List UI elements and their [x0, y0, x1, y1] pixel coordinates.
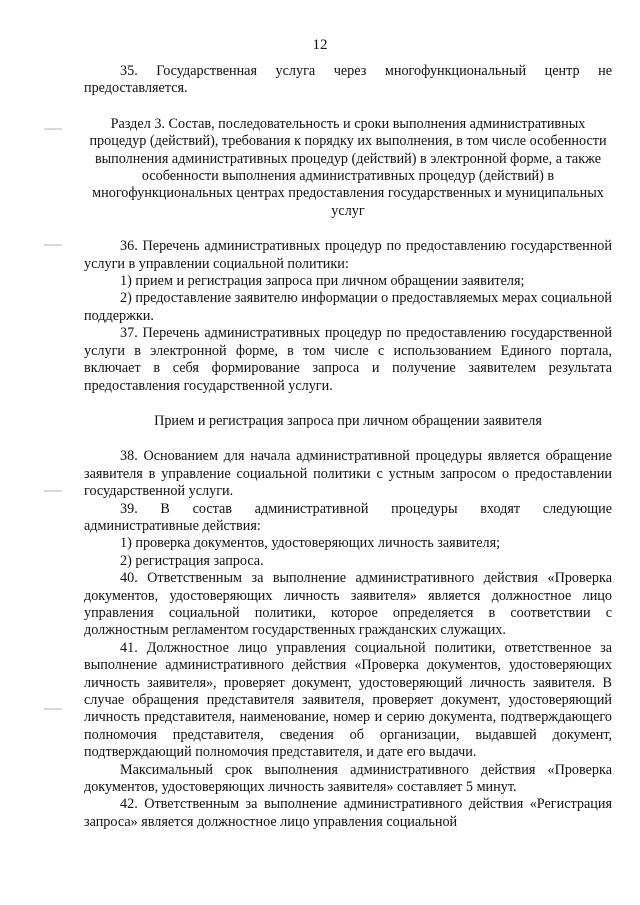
paragraph-38: 38. Основанием для начала административной процедуры является обращение заявителя в управление социальной политики с устным запросом о предоставлении государственной услуги. [84, 448, 612, 500]
paragraph-39: 39. В состав административной процедуры входят следующие административные действия: [84, 500, 612, 534]
margin-scan-mark [44, 490, 62, 492]
paragraph-39-item-2: 2) регистрация запроса. [120, 552, 264, 569]
paragraph-36-item-1: 1) прием и регистрация запроса при личном обращении заявителя; [120, 273, 525, 290]
paragraph-39-item-1: 1) проверка документов, удостоверяющих личность заявителя; [120, 535, 501, 552]
paragraph-41-max-time: Максимальный срок выполнения административного действия «Проверка документов, удостоверяющих личность заявителя» составляет 5 минут. [84, 761, 612, 796]
paragraph-41: 41. Должностное лицо управления социальной политики, ответственное за выполнение административного действия «Проверка документов, удостоверяющих личность заявителя», проверяет документ, удостоверяющий личность заявителя. В случае обращения представителя заявителя, проверяет документ, удостоверяющий личность представителя, наименование, номер и серию документа, подтверждающего полномочия представителя, сведения об организации, выдавшей документ, подтверждающий полномочия представителя, и дате его выдачи. [84, 639, 612, 761]
paragraph-40: 40. Ответственным за выполнение административного действия «Проверка документов, удостоверяющих личность заявителя» является должностное лицо управления социальной политики, которое определяется в соответствии с должностным регламентом государственных гражданских служащих. [84, 570, 612, 639]
document-body [84, 63, 612, 831]
paragraph-42: 42. Ответственным за выполнение административного действия «Регистрация запроса» является должностное лицо управления социальной [84, 796, 612, 830]
paragraph-37: 37. Перечень административных процедур по предоставлению государственной услуги в электронной форме, в том числе с использованием Единого портала, включает в себя формирование запроса и получение заявителем результата предоставления государственной услуги. [84, 325, 612, 394]
page-number: 12 [312, 37, 328, 53]
margin-scan-mark [44, 128, 62, 130]
section-3-heading: Раздел 3. Состав, последовательность и сроки выполнения административных процедур (действий), требования к порядку их выполнения, в том числе особенности выполнения административных процедур (действий) в электронной форме, а также особенности выполнения административных процедур (действий) в многофункциональных центрах предоставления государственных и муниципальных услуг [89, 115, 607, 219]
paragraph-35: 35. Государственная услуга через многофункциональный центр не предоставляется. [84, 63, 612, 97]
paragraph-36: 36. Перечень административных процедур по предоставлению государственной услуги в управлении социальной политики: [84, 238, 612, 272]
paragraph-36-item-2: 2) предоставление заявителю информации о предоставляемых мерах социальной поддержки. [84, 290, 612, 324]
subsection-heading: Прием и регистрация запроса при личном обращении заявителя [154, 412, 542, 429]
margin-scan-mark [44, 708, 62, 710]
margin-scan-mark [44, 244, 62, 246]
